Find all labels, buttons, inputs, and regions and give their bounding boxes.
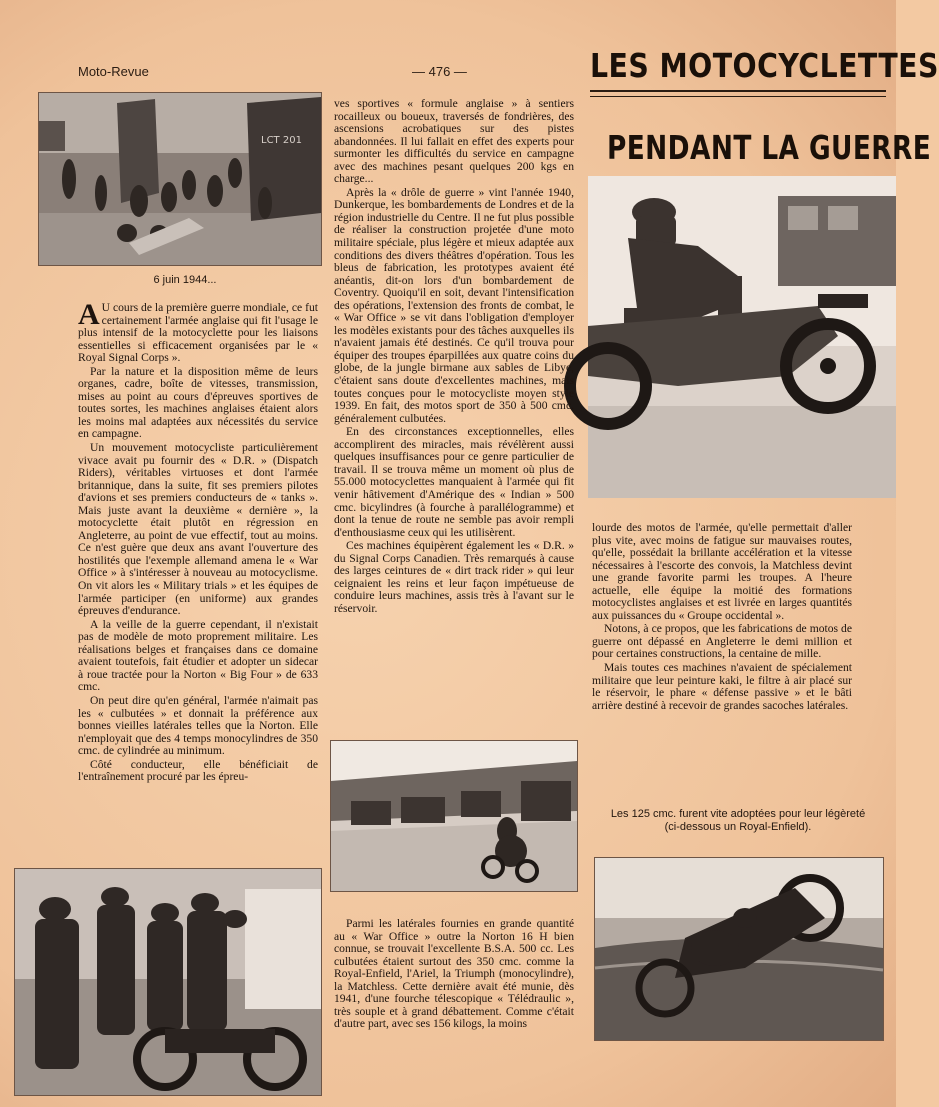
col3-paragraph: lourde des motos de l'armée, qu'elle permettait d'aller plus vite, avec moins de fatigue sur mauvaises routes, qu'elle, possédait la brillante accélération et la vitesse nécessaires à l'escorte des convois, la Matchless devint une grande favorite parmi les troupes. A l'heure actuelle, elle équipe la moitié des formations motocyclistes anglaises et est livrée en larges quantités aux puissances du « Groupe occidental ».	[592, 521, 852, 622]
col1-paragraph: A la veille de la guerre cependant, il n'existait pas de modèle de moto proprement militaire. Les réalisations belges et françaises dans ce domaine avaient toutefois, fait étudier et adopter un sidecar à roue tractée pour la Norton « Big Four » de 633 cmc.	[78, 617, 318, 694]
col1-paragraph: On peut dire qu'en général, l'armée n'aimait pas les « culbutées » et donnait la préférence aux bonnes vieilles latérales telles que la Norton. Elle n'employait que des 4 temps monocylindres de 350 cmc. de cylindrée au minimum.	[78, 693, 318, 758]
page-number: — 476 —	[412, 64, 467, 79]
royal-enfield-caption: Les 125 cmc. furent vite adoptées pour leur légèreté (ci-dessous un Royal-Enfield).	[610, 808, 866, 833]
article-column-3	[592, 522, 852, 712]
liaisons-photo	[14, 868, 322, 1096]
convoy-photo	[330, 740, 578, 892]
dropcap-letter: A	[78, 298, 100, 331]
col1-paragraph: Côté conducteur, elle bénéficiait de l'entraînement procuré par les épreu-	[78, 757, 318, 784]
col2-paragraph: ves sportives « formule anglaise » à sentiers rocailleux ou boueux, traversés de fondrières, des ascensions acrobatiques sur des pistes abandonnées. Il lui fallait en effet des experts pour surmonter les difficultés du service en campagne avec des machines pesant quelques 200 kgs en charge...	[334, 97, 574, 186]
rider-photo	[588, 176, 896, 498]
title-line-2: PENDANT LA GUERRE	[607, 128, 932, 167]
col2-paragraph: Ces machines équipèrent également les « D.R. » du Signal Corps Canadien. Très remarqués à cause des larges ceintures de « dirt track rider » qui leur ceignaient les reins et leur façon impétueuse de conduire leurs machines, assis très à l'avant sur le réservoir.	[334, 539, 574, 615]
col1-paragraph: U cours de la première guerre mondiale, ce fut certainement l'armée anglaise qui fit l'usage le plus intensif de la motocyclette pour les liaisons essentielles si efficacement organisées par le « Royal Signal Corps ».	[78, 301, 318, 365]
col2-paragraph: En des circonstances exceptionnelles, elles accomplirent des miracles, mais révélèrent aussi quelques insuffisances pour ce genre particulier de travail. Il se trouva même un moment où plus de 55.000 motocyclettes manquaient à l'armée qui fit venir hâtivement d'Amérique des « Indian » 500 cmc. bicylindres (à fourche à parallélogramme) et dont la tenue de route ne semble pas avoir rempli d'enthousiasme ceux qui les utilisèrent.	[334, 425, 574, 539]
col2b-paragraph: Parmi les latérales fournies en grande quantité au « War Office » outre la Norton 16 H bien connue, se trouvait l'excellente B.S.A. 500 cc. Les culbutées étaient surtout des 350 cmc. comme la Royal-Enfield, l'Ariel, la Triumph (monocylindre), la Matchless. Cette dernière avait été munie, dès 1941, d'une fourche télescopique « Télédraulic », très souple et à grand débattement. Comme c'était d'autre part, avec ses 156 kilogs, la moins	[334, 917, 574, 1031]
col1-paragraph: Par la nature et la disposition même de leurs organes, cadre, boîte de vitesses, transmission, mises au point au cours d'épreuves sportives de toutes sortes, les machines anglaises étaient alors les moins mal adaptées aux nécessités du service en campagne.	[78, 364, 318, 441]
landing-photo	[38, 92, 322, 266]
col2-paragraph: Après la « drôle de guerre » vint l'année 1940, Dunkerque, les bombardements de Londres et de la région industrielle du Centre. Il ne fut plus possible de réaliser la construction projetée d'une moto militaire spéciale, plus légère et mieux adaptée aux conditions des divers théâtres d'opération. Tous les bleus de fabrication, les prototypes avaient été anéantis, dit-on lors d'un bombardement de Coventry. Quoiqu'il en soit, devant l'intensification des opérations, l'extension des fronts de combat, le « War Office » se vit dans l'obligation d'employer les modèles existants pour des tâches auxquelles ils n'avaient jamais été destinés. Ce qu'il trouva pour équiper des troupes éparpillées aux quatre coins du globe, de la jungle birmane aux sables de Libye, c'étaient sans doute d'excellentes machines, mais toutes conçues pour le motocycliste moyen style 1939. En fait, des motos sport de 350 à 500 cmc. généralement culbutées.	[334, 185, 574, 425]
article-column-1	[78, 298, 318, 784]
article-column-2-continued	[334, 918, 574, 1031]
title-line-1: LES MOTOCYCLETTES	[590, 46, 939, 85]
col3-paragraph: Notons, à ce propos, que les fabrications de motos de guerre ont dépassé en Angleterre le demi million et pour certaines constructions, la centaine de mille.	[592, 622, 852, 661]
landing-caption: 6 juin 1944...	[153, 274, 217, 286]
col3-paragraph: Mais toutes ces machines n'avaient de spécialement militaire que leur peinture kaki, le filtre à air placé sur le réservoir, le phare « défense passive » et le bâti arrière destiné à recevoir de grandes sacoches latérales.	[592, 661, 852, 712]
magazine-name: Moto-Revue	[78, 64, 149, 79]
article-column-2	[334, 98, 574, 615]
title-rule-2	[590, 96, 886, 97]
col1-paragraph: Un mouvement motocycliste particulièrement vivace avait pu fournir des « D.R. » (Dispatch Riders), véritables virtuoses et dont l'armée britannique, dans la suite, fit ses premiers pilotes d'avions et ses premiers conducteurs de « tanks ». Mais juste avant la deuxième « dernière », la motocyclette était plutôt en régression en Angleterre, au point de vue effectif, tout au moins. Ce n'est guère que deux ans avant l'ouverture des hostilités que l'exemple allemand amena le « War Office » à s'intéresser à nouveau au motocyclisme. On vit alors les « Military trials » et les équipes de l'armée participer (en uniforme) aux grandes épreuves d'endurance.	[78, 441, 318, 618]
title-rule	[590, 90, 886, 92]
royal-enfield-photo	[594, 857, 884, 1041]
landing-hull-mark: LCT 201	[261, 135, 302, 146]
